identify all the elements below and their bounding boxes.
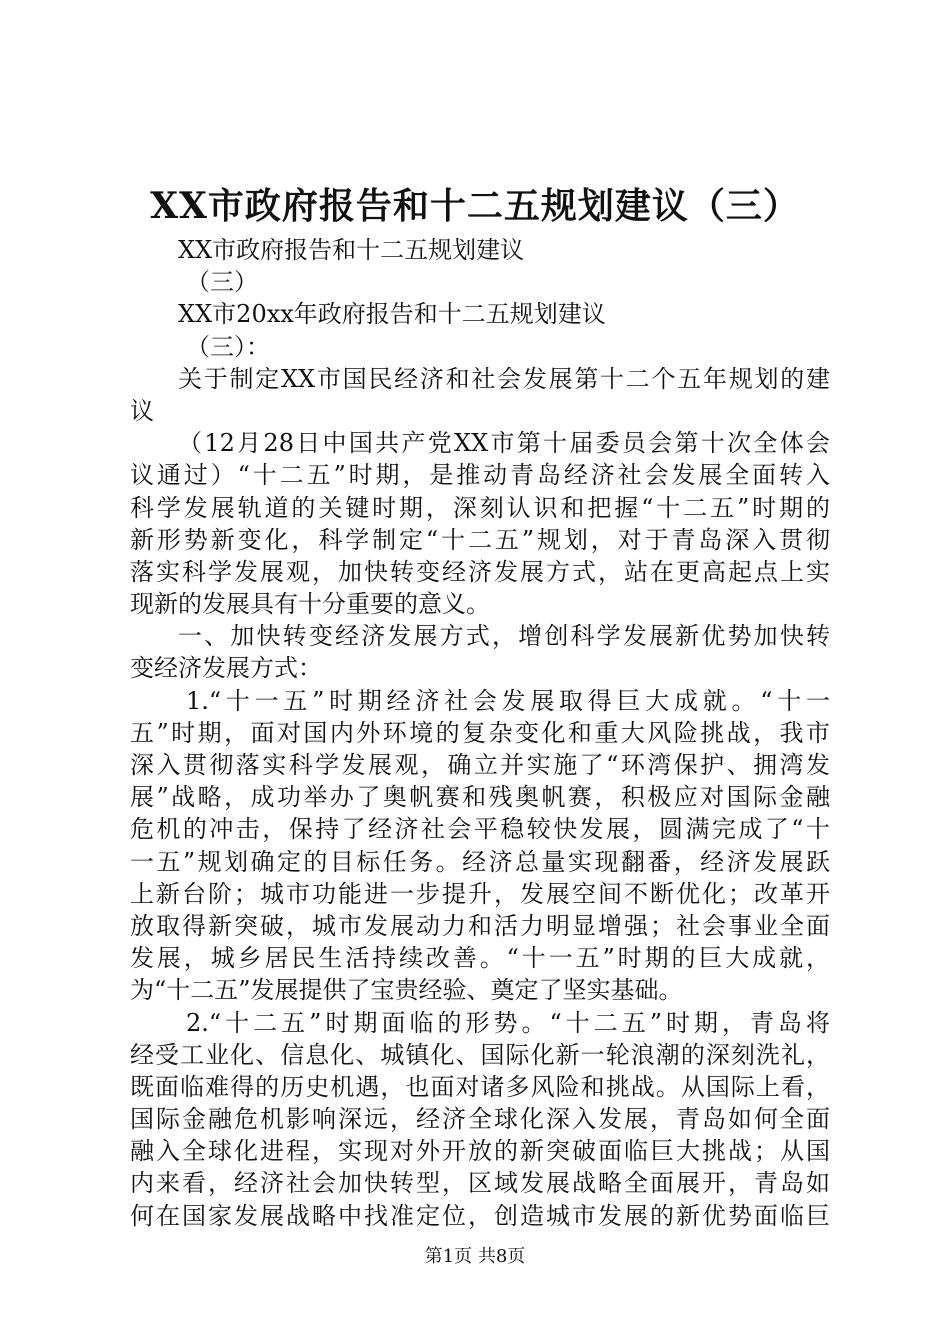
body-line: 既面临难得的历史机遇，也面对诸多风险和挑战。从国际上看，	[130, 1072, 830, 1101]
body-line: 议	[130, 396, 154, 425]
body-line: 经受工业化、信息化、城镇化、国际化新一轮浪潮的深刻洗礼，	[130, 1040, 830, 1069]
body-line: （三）	[186, 268, 258, 297]
body-line: 上新台阶；城市功能进一步提升，发展空间不断优化；改革开	[130, 879, 830, 908]
body-line: （12月28日中国共产党XX市第十届委员会第十次全体会	[178, 429, 830, 458]
body-line: 放取得新突破，城市发展动力和活力明显增强；社会事业全面	[130, 911, 830, 940]
body-line: XX市20xx年政府报告和十二五规划建议	[178, 300, 606, 329]
body-line: 五”时期，面对国内外环境的复杂变化和重大风险挑战，我市	[130, 718, 830, 747]
body-line: 新形势新变化，科学制定“十二五”规划，对于青岛深入贯彻	[130, 525, 830, 554]
body-line: 议通过）“十二五”时期，是推动青岛经济社会发展全面转入	[130, 461, 830, 490]
page-number-footer: 第1页 共8页	[424, 1246, 526, 1267]
body-line: XX市政府报告和十二五规划建议	[178, 236, 525, 264]
body-line: 为“十二五”发展提供了宝贵经验、奠定了坚实基础。	[130, 976, 683, 1005]
body-line: 内来看，经济社会加快转型，区域发展战略全面展开，青岛如	[130, 1169, 830, 1198]
body-line: 2.“十二五”时期面临的形势。“十二五”时期，青岛将	[186, 1008, 830, 1037]
body-line: 危机的冲击，保持了经济社会平稳较快发展，圆满完成了“十	[130, 815, 830, 844]
document-body	[130, 234, 830, 1232]
body-line: 关于制定XX市国民经济和社会发展第十二个五年规划的建	[178, 364, 830, 393]
body-line: 深入贯彻落实科学发展观，确立并实施了“环湾保护、拥湾发	[130, 751, 830, 779]
body-line: 一五”规划确定的目标任务。经济总量实现翻番，经济发展跃	[130, 847, 830, 876]
body-line: 落实科学发展观，加快转变经济发展方式，站在更高起点上实	[130, 557, 830, 586]
body-line: 展”战略，成功举办了奥帆赛和残奥帆赛，积极应对国际金融	[130, 783, 830, 812]
body-line: 国际金融危机影响深远，经济全球化深入发展，青岛如何全面	[130, 1105, 830, 1134]
body-line: 现新的发展具有十分重要的意义。	[130, 590, 490, 619]
body-line: 变经济发展方式：	[130, 654, 322, 683]
body-line: （三）：	[186, 332, 270, 361]
body-line: 何在国家发展战略中找准定位，创造城市发展的新优势面临巨	[130, 1201, 830, 1230]
body-line: 1.“十一五”时期经济社会发展取得巨大成就。“十一	[186, 686, 830, 715]
body-line: 融入全球化进程，实现对外开放的新突破面临巨大挑战；从国	[130, 1137, 830, 1166]
body-line: 发展，城乡居民生活持续改善。“十一五”时期的巨大成就，	[130, 944, 830, 973]
body-line: 科学发展轨道的关键时期，深刻认识和把握“十二五”时期的	[130, 493, 830, 522]
body-line: 一、加快转变经济发展方式，增创科学发展新优势加快转	[178, 622, 830, 651]
document-title: XX市政府报告和十二五规划建议（三）	[150, 185, 800, 227]
